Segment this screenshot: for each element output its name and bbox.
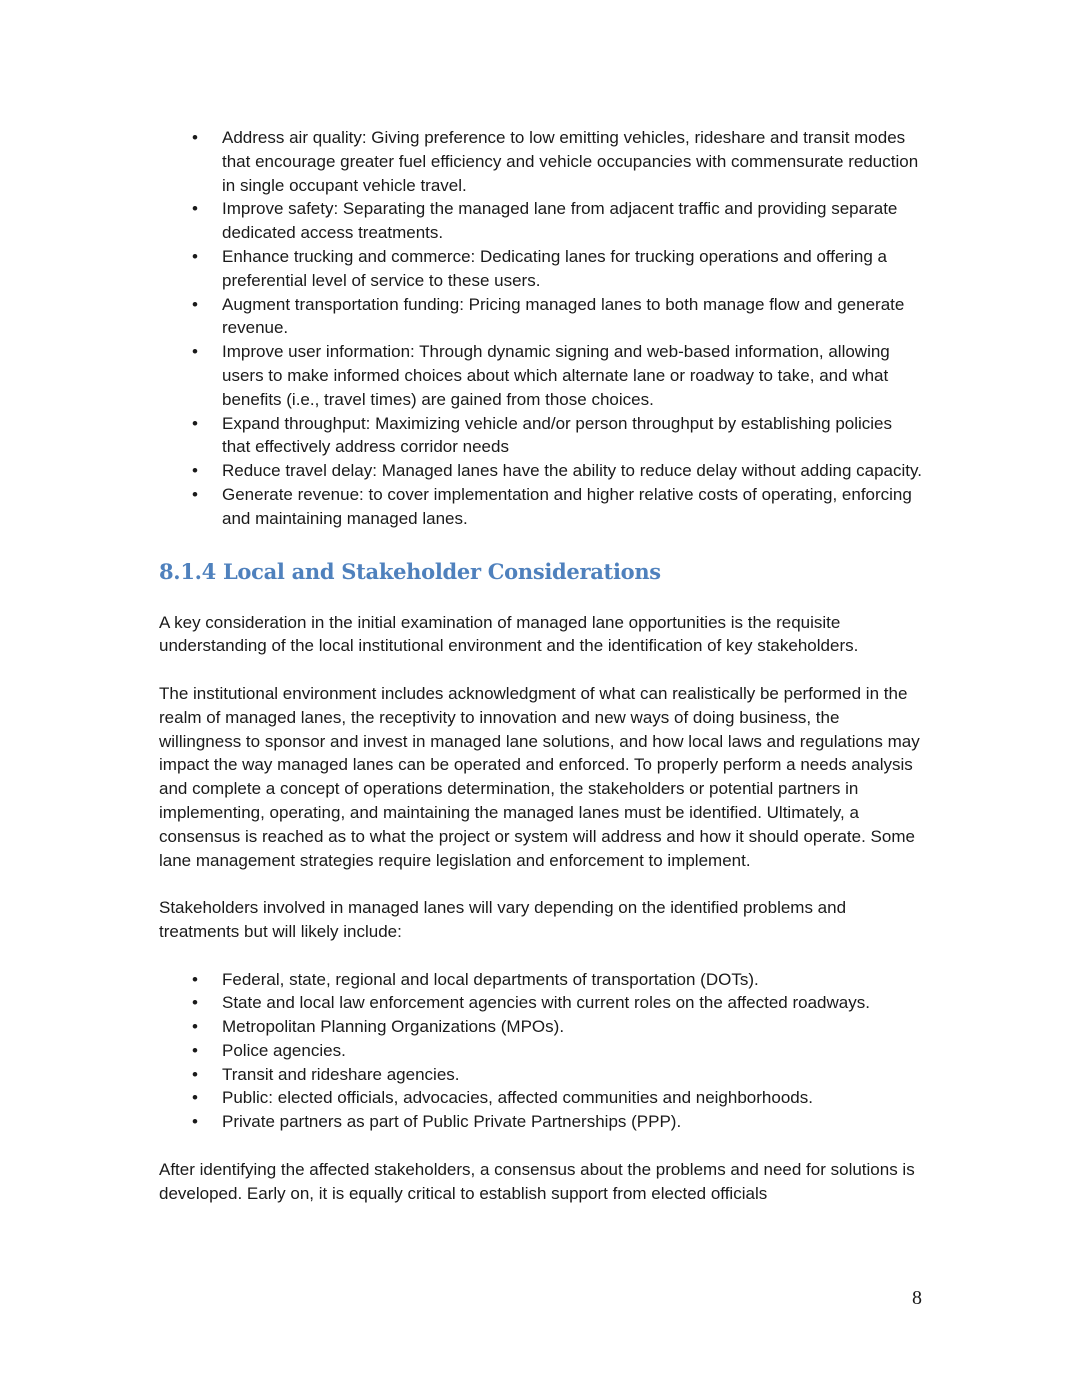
list-item: • Federal, state, regional and local departments of transportation (DOTs). (222, 968, 924, 992)
section-heading: 8.1.4 Local and Stakeholder Considerations (159, 558, 661, 584)
list-item: • Police agencies. (222, 1039, 924, 1063)
list-item: • Augment transportation funding: Pricing managed lanes to both manage flow and generate revenue. (222, 293, 924, 341)
page-number: 8 (912, 1287, 922, 1309)
list-item: • Expand throughput: Maximizing vehicle and/or person throughput by establishing policies that effectively address corridor needs (222, 412, 924, 460)
list-item: • Private partners as part of Public Private Partnerships (PPP). (222, 1110, 924, 1134)
paragraph-closing: After identifying the affected stakeholders, a consensus about the problems and need for solutions is developed. Early on, it is equally critical to establish support from elected officials (159, 1159, 915, 1203)
document-page (159, 126, 924, 1205)
list-item: • State and local law enforcement agencies with current roles on the affected roadways. (222, 991, 924, 1015)
paragraph-institutional: The institutional environment includes acknowledgment of what can realistically be performed in the realm of managed lanes, the receptivity to innovation and new ways of doing business, the willingness to sponsor and invest in managed lane solutions, and how local laws and regulations may impact the way managed lanes can be operated and enforced. To properly perform a needs analysis and complete a concept of operations determination, the stakeholders or potential partners in implementing, operating, and maintaining the managed lanes must be identified. Ultimately, a consensus is reached as to what the project or system will address and how it should operate. Some lane management strategies require legislation and enforcement to implement. (159, 683, 920, 870)
stakeholder-list (159, 968, 924, 1135)
list-item: • Enhance trucking and commerce: Dedicating lanes for trucking operations and offering a preferential level of service to these users. (222, 245, 924, 293)
list-item: • Improve user information: Through dynamic signing and web-based information, allowing users to make informed choices about which alternate lane or roadway to take, and what benefits (i.e., travel times) are gained from those choices. (222, 340, 924, 411)
list-item: • Address air quality: Giving preference to low emitting vehicles, rideshare and transit modes that encourage greater fuel efficiency and vehicle occupancies with commensurate reduction in single occupant vehicle travel. (222, 126, 924, 197)
paragraph-intro: A key consideration in the initial examination of managed lane opportunities is the requisite understanding of the local institutional environment and the identification of key stakeholders. (159, 612, 859, 656)
list-item: • Public: elected officials, advocacies, affected communities and neighborhoods. (222, 1086, 924, 1110)
list-item: • Generate revenue: to cover implementation and higher relative costs of operating, enforcing and maintaining managed lanes. (222, 483, 924, 531)
list-item: • Reduce travel delay: Managed lanes have the ability to reduce delay without adding capacity. (222, 459, 924, 483)
list-item: • Metropolitan Planning Organizations (MPOs). (222, 1015, 924, 1039)
list-item: • Improve safety: Separating the managed lane from adjacent traffic and providing separate dedicated access treatments. (222, 197, 924, 245)
list-item: • Transit and rideshare agencies. (222, 1063, 924, 1087)
objectives-list (159, 126, 924, 531)
paragraph-stakeholders: Stakeholders involved in managed lanes will vary depending on the identified problems and treatments but will likely include: (159, 898, 847, 941)
